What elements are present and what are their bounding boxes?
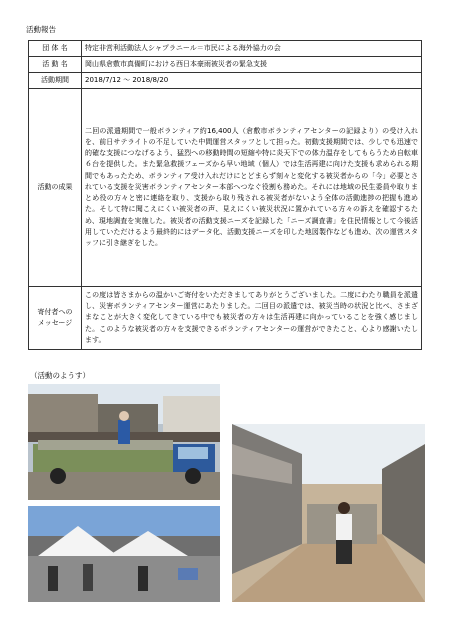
photo-truck-debris — [28, 384, 220, 500]
thanks-label: 寄付者への メッセージ — [29, 287, 82, 350]
results-label: 活動の成果 — [29, 89, 82, 287]
report-heading: 活動報告 — [26, 25, 56, 34]
row-period — [29, 73, 422, 89]
report-table — [28, 40, 422, 350]
activity-name-value: 岡山県倉敷市真備町における西日本豪雨被災者の緊急支援 — [82, 57, 422, 73]
period-label: 活動期間 — [29, 73, 82, 89]
photo-tents — [28, 506, 220, 602]
row-results — [29, 89, 422, 287]
activity-name-label: 活 動 名 — [29, 57, 82, 73]
period-value: 2018/7/12 ～ 2018/8/20 — [82, 73, 422, 89]
org-value: 特定非営利活動法人シャプラニール＝市民による海外協力の会 — [82, 41, 422, 57]
photo-street-volunteer — [232, 424, 425, 602]
row-thanks — [29, 287, 422, 350]
row-activity-name — [29, 57, 422, 73]
thanks-text: この度は皆さまからの温かいご寄付をいただきましてありがとうございました。二度にわたり職員を派遣し、災害ボランティアセンター運営にあたりました。二回目の派遣では、被災当時の状況と比べ、さまざまなことが大きく変化してきている中でも被災者の方々は生活再建に向かっていることを強く感じました。このような被災者の方々を支援できるボランティアセンターの運営ができたこと、心より感謝いたします。 — [82, 287, 422, 350]
results-text: 二回の派遣期間で一般ボランティア約16,400人（倉敷市ボランティアセンターの記録より）の受け入れを、前日サテライトの不足していた中間運営スタッフとして担った。初動支援期間では、少しでも迅速で的確な支援につなげるよう、猛烈への移動時間の短縮や特に炎天下での体力温存をしてもらうため自転車６台を提供した。また緊急救援フェーズから早い地域（個人）では生活再建に向けた支援も求められる期間でもあったため、ボランティア受け入れだけにとどまらず刻々と変化する被災者からの「今」必要とされている支援を災害ボランティアセンター本部へつなぐ役割も務めた。それには地域の民生委員や取りまとめ役の方々と密に連絡を取り、支援から取り残される被災者がないよう全体の活動進捗の把握も進めた。そして特に聞こえにくい被災者の声、見えにくい被災状況に置かれている方々の訴えを確認するため、現地調査を実施した。被災者の活動支援ニーズを記録した「ニーズ調査書」を住民情報として今後活用していただけるよう最終的にはデータ化、活動支援ニーズを印した地図製作なども進め、次の運営スタッフに引き継ぎをした。 — [82, 89, 422, 287]
org-label: 団 体 名 — [29, 41, 82, 57]
photos-heading: （活動のようす） — [30, 371, 90, 380]
row-org — [29, 41, 422, 57]
